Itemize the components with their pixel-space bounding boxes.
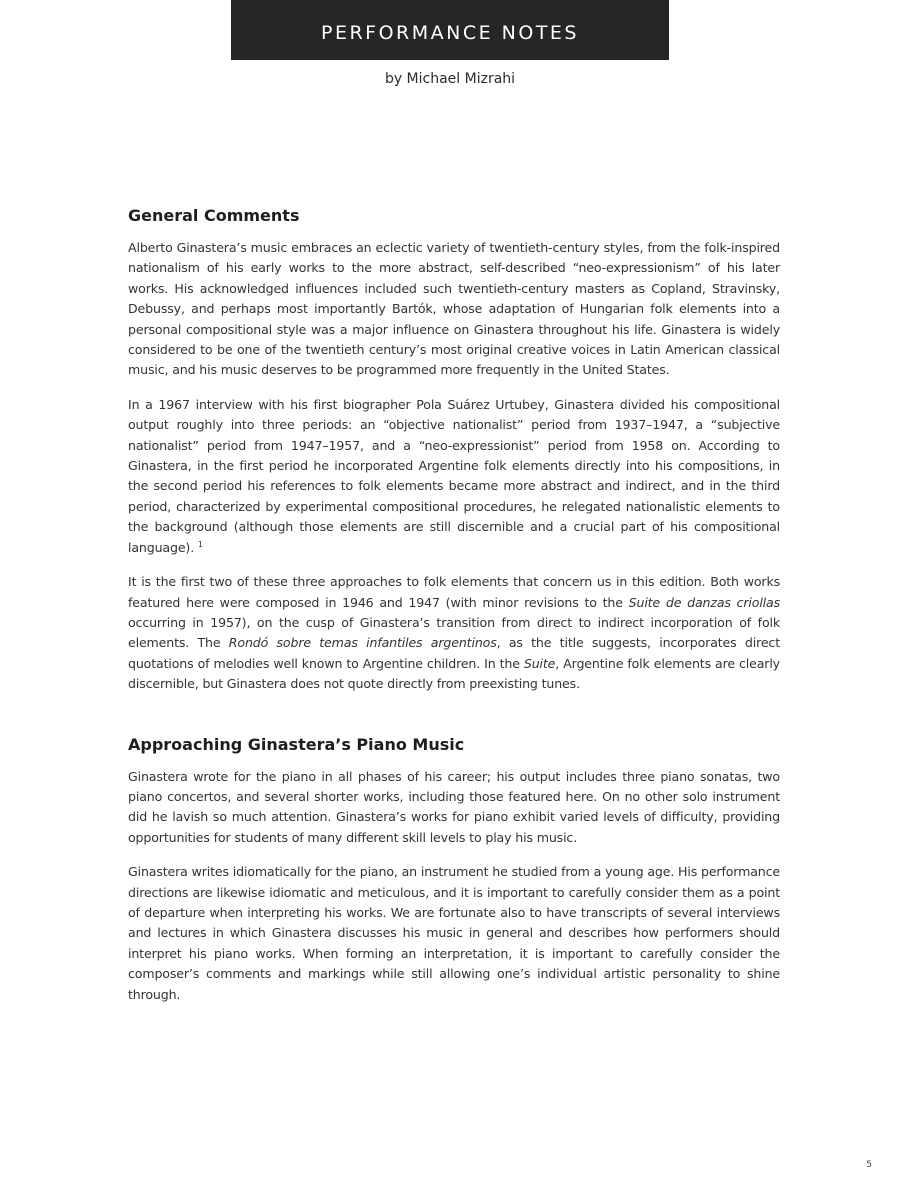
paragraph-text: occurring in 1957), on the cusp of Ginastera’s transition from direct to indirect incorporation of folk elements. The <box>128 614 780 651</box>
italic-title: Rondó sobre temas infantiles argentinos <box>228 635 497 651</box>
header-banner <box>231 0 669 60</box>
paragraph-text: , as the title suggests, incorporates direct quotations of melodies well known to Argentine children. In the <box>128 635 780 671</box>
page-number: 5 <box>866 1160 872 1170</box>
section-heading-approaching-piano-music: Approaching Ginastera’s Piano Music <box>128 734 465 754</box>
paragraph-text: Alberto Ginastera’s music embraces an eclectic variety of twentieth-century styles, from the folk-inspired nationalism of his early works to the more abstract, self-described “neo-expressionism” of his later works. His acknowledged influences included such twentieth-century masters as Copland, Stravinsky, Debussy, and perhaps most importantly Bartók, whose adaptation of Hungarian folk elements into a personal compositional style was a major influence on Ginastera throughout his life. Ginastera is widely considered to be one of the twentieth century’s most original creative voices in Latin American classical music, and his music deserves to be programmed more frequently in the United States. <box>128 240 780 378</box>
paragraph-text: In a 1967 interview with his first biographer Pola Suárez Urtubey, Ginastera divided his compositional output roughly into three periods: an “objective nationalist” period from 1937–1947, a “subjective nationalist” period from 1947–1957, and a “neo-expressionist” period from 1958 on. According to Ginastera, in the first period he incorporated Argentine folk elements directly into his compositions, in the second period his references to folk elements became more abstract and indirect, and in the third period, characterized by experimental compositional procedures, he relegated nationalistic elements to the background (although those elements are still discernible and a crucial part of his compositional language). <box>128 396 780 555</box>
paragraph-text: Ginastera wrote for the piano in all phases of his career; his output includes three piano sonatas, two piano concertos, and several shorter works, including those featured here. On no other solo instrument did he lavish so much attention. Ginastera’s works for piano exhibit varied levels of difficulty, providing opportunities for students of many different skill levels to play his music. <box>128 768 780 845</box>
italic-title: Suite <box>523 655 556 671</box>
paragraph-text: It is the first two of these three approaches to folk elements that concern us in this edition. Both works featured here were composed in 1946 and 1947 (with minor revisions to the <box>128 574 780 610</box>
paragraph <box>128 395 780 558</box>
main-content <box>128 204 780 1019</box>
paragraph <box>128 767 780 849</box>
paragraph-text: Ginastera writes idiomatically for the piano, an instrument he studied from a young age. His performance directions are likewise idiomatic and meticulous, and it is important to carefully consider them as a point of departure when interpreting his works. We are fortunate also to have transcripts of several interviews and lectures in which Ginastera discusses his music in general and describes how performers should interpret his piano works. When forming an interpretation, it is important to carefully consider the composer’s comments and markings while still allowing one’s individual artistic personality to shine through. <box>128 864 780 1002</box>
paragraph <box>128 238 780 381</box>
footnote-marker: 1 <box>197 539 203 549</box>
paragraph <box>128 862 780 1005</box>
byline: by Michael Mizrahi <box>384 71 516 87</box>
section-heading-general-comments: General Comments <box>128 206 300 225</box>
paragraph-text: , Argentine folk elements are clearly discernible, but Ginastera does not quote directly from preexisting tunes. <box>128 655 780 692</box>
paragraph <box>128 572 780 694</box>
page-title: PERFORMANCE NOTES <box>320 22 579 44</box>
italic-title: Suite de danzas criollas <box>628 594 781 610</box>
